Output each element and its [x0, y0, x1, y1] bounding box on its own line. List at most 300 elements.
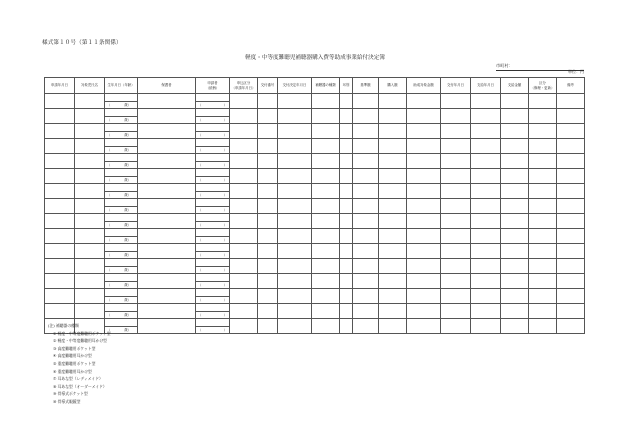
table-cell[interactable]: [353, 244, 379, 259]
table-cell[interactable]: [407, 109, 441, 124]
table-cell[interactable]: [407, 274, 441, 289]
table-cell[interactable]: [379, 304, 407, 319]
table-cell[interactable]: [312, 319, 340, 334]
table-cell[interactable]: [340, 109, 353, 124]
table-cell[interactable]: （ 歳）: [105, 109, 138, 124]
table-cell[interactable]: [45, 184, 75, 199]
table-cell[interactable]: （ ）: [196, 244, 230, 259]
table-cell[interactable]: [501, 289, 529, 304]
table-cell[interactable]: [501, 304, 529, 319]
table-cell[interactable]: （ ）: [196, 184, 230, 199]
table-cell[interactable]: （ 歳）: [105, 184, 138, 199]
table-cell[interactable]: [258, 199, 278, 214]
table-cell[interactable]: [529, 214, 557, 229]
table-cell[interactable]: [441, 199, 471, 214]
table-cell[interactable]: [45, 289, 75, 304]
table-cell[interactable]: [557, 199, 585, 214]
table-cell[interactable]: [379, 229, 407, 244]
table-cell[interactable]: [312, 229, 340, 244]
table-cell[interactable]: [258, 139, 278, 154]
table-cell[interactable]: [312, 199, 340, 214]
table-cell[interactable]: [379, 154, 407, 169]
table-cell[interactable]: [379, 109, 407, 124]
notes-heading: (注) 補聴器の種類: [48, 323, 79, 328]
table-cell[interactable]: [407, 94, 441, 109]
table-cell[interactable]: [441, 139, 471, 154]
table-cell[interactable]: [471, 94, 501, 109]
table-row: [45, 244, 585, 259]
table-cell[interactable]: [471, 109, 501, 124]
table-cell[interactable]: [340, 154, 353, 169]
table-cell[interactable]: [407, 139, 441, 154]
table-cell[interactable]: [471, 244, 501, 259]
table-cell[interactable]: （ ）: [196, 124, 230, 139]
table-cell[interactable]: [471, 154, 501, 169]
table-cell[interactable]: [340, 319, 353, 334]
table-cell[interactable]: （ 歳）: [105, 259, 138, 274]
table-cell[interactable]: （ 歳）: [105, 274, 138, 289]
table-cell[interactable]: [529, 199, 557, 214]
table-cell[interactable]: [379, 199, 407, 214]
table-cell[interactable]: [278, 124, 312, 139]
table-cell[interactable]: [278, 214, 312, 229]
table-cell[interactable]: [45, 259, 75, 274]
table-cell[interactable]: [353, 289, 379, 304]
table-cell[interactable]: （ 歳）: [105, 289, 138, 304]
table-cell[interactable]: （ 歳）: [105, 94, 138, 109]
table-cell[interactable]: [441, 109, 471, 124]
table-cell[interactable]: [230, 154, 258, 169]
column-header: 基準額: [353, 78, 379, 94]
table-cell[interactable]: [379, 259, 407, 274]
table-cell[interactable]: [557, 154, 585, 169]
table-cell[interactable]: [557, 289, 585, 304]
table-cell[interactable]: [258, 154, 278, 169]
table-cell[interactable]: [138, 319, 196, 334]
table-cell[interactable]: [312, 214, 340, 229]
table-cell[interactable]: [501, 124, 529, 139]
table-cell[interactable]: [557, 214, 585, 229]
column-header: 交付決定年月日: [278, 78, 312, 94]
table-cell[interactable]: [407, 154, 441, 169]
table-cell[interactable]: [230, 319, 258, 334]
table-cell[interactable]: [312, 139, 340, 154]
table-cell[interactable]: [529, 229, 557, 244]
table-cell[interactable]: [278, 109, 312, 124]
table-cell[interactable]: [407, 199, 441, 214]
table-cell[interactable]: [138, 94, 196, 109]
table-cell[interactable]: [557, 229, 585, 244]
table-cell[interactable]: [278, 139, 312, 154]
table-cell[interactable]: [138, 214, 196, 229]
table-cell[interactable]: [258, 124, 278, 139]
table-cell[interactable]: [379, 169, 407, 184]
table-cell[interactable]: [379, 244, 407, 259]
table-cell[interactable]: （ 歳）: [105, 124, 138, 139]
table-cell[interactable]: [353, 139, 379, 154]
table-cell[interactable]: [501, 229, 529, 244]
table-cell[interactable]: [340, 199, 353, 214]
table-cell[interactable]: [471, 199, 501, 214]
table-cell[interactable]: [138, 169, 196, 184]
table-cell[interactable]: [379, 94, 407, 109]
table-cell[interactable]: [557, 139, 585, 154]
table-cell[interactable]: [312, 304, 340, 319]
table-cell[interactable]: [353, 229, 379, 244]
table-cell[interactable]: [278, 319, 312, 334]
table-cell[interactable]: [312, 244, 340, 259]
table-cell[interactable]: [557, 244, 585, 259]
table-row: [45, 274, 585, 289]
table-cell[interactable]: （ ）: [196, 259, 230, 274]
table-cell[interactable]: [340, 139, 353, 154]
table-cell[interactable]: [138, 229, 196, 244]
table-cell[interactable]: [407, 169, 441, 184]
table-cell[interactable]: （ ）: [196, 229, 230, 244]
table-cell[interactable]: [278, 169, 312, 184]
table-cell[interactable]: [501, 319, 529, 334]
table-cell[interactable]: [278, 244, 312, 259]
table-cell[interactable]: [278, 304, 312, 319]
table-cell[interactable]: [138, 289, 196, 304]
table-cell[interactable]: [45, 109, 75, 124]
table-cell[interactable]: [75, 229, 105, 244]
table-cell[interactable]: （ ）: [196, 199, 230, 214]
table-cell[interactable]: [138, 109, 196, 124]
table-cell[interactable]: [471, 184, 501, 199]
table-cell[interactable]: （ 歳）: [105, 199, 138, 214]
table-cell[interactable]: （ 歳）: [105, 214, 138, 229]
table-cell[interactable]: [501, 259, 529, 274]
table-cell[interactable]: [230, 304, 258, 319]
table-cell[interactable]: [501, 139, 529, 154]
table-cell[interactable]: [45, 214, 75, 229]
table-cell[interactable]: [312, 289, 340, 304]
table-row: [45, 319, 585, 334]
table-cell[interactable]: [407, 184, 441, 199]
table-cell[interactable]: （ 歳）: [105, 139, 138, 154]
table-cell[interactable]: [45, 139, 75, 154]
table-cell[interactable]: [407, 244, 441, 259]
table-cell[interactable]: [529, 319, 557, 334]
table-cell[interactable]: （ 歳）: [105, 154, 138, 169]
table-cell[interactable]: [230, 199, 258, 214]
table-cell[interactable]: [557, 184, 585, 199]
table-cell[interactable]: （ ）: [196, 154, 230, 169]
table-cell[interactable]: [441, 184, 471, 199]
table-cell[interactable]: [258, 169, 278, 184]
table-cell[interactable]: [471, 274, 501, 289]
table-cell[interactable]: [45, 154, 75, 169]
table-cell[interactable]: [138, 184, 196, 199]
table-cell[interactable]: （ ）: [196, 274, 230, 289]
table-cell[interactable]: [379, 139, 407, 154]
table-cell[interactable]: [441, 154, 471, 169]
table-cell[interactable]: [278, 289, 312, 304]
table-cell[interactable]: [471, 229, 501, 244]
table-cell[interactable]: [258, 94, 278, 109]
table-cell[interactable]: [230, 94, 258, 109]
table-cell[interactable]: [557, 304, 585, 319]
table-cell[interactable]: [312, 154, 340, 169]
table-cell[interactable]: [529, 139, 557, 154]
column-header: 交付年月日: [441, 78, 471, 94]
table-cell[interactable]: [340, 169, 353, 184]
table-cell[interactable]: [353, 154, 379, 169]
table-cell[interactable]: [471, 124, 501, 139]
table-cell[interactable]: [312, 274, 340, 289]
table-cell[interactable]: [258, 214, 278, 229]
table-cell[interactable]: （ ）: [196, 214, 230, 229]
table-cell[interactable]: [75, 289, 105, 304]
table-cell[interactable]: [230, 109, 258, 124]
table-cell[interactable]: [353, 169, 379, 184]
table-cell[interactable]: [353, 109, 379, 124]
table-cell[interactable]: [441, 244, 471, 259]
table-cell[interactable]: [340, 214, 353, 229]
table-cell[interactable]: [501, 184, 529, 199]
table-cell[interactable]: [75, 109, 105, 124]
table-cell[interactable]: [230, 289, 258, 304]
table-cell[interactable]: [471, 319, 501, 334]
table-cell[interactable]: [258, 109, 278, 124]
table-cell[interactable]: [557, 169, 585, 184]
table-cell[interactable]: （ 歳）: [105, 169, 138, 184]
table-cell[interactable]: [278, 94, 312, 109]
table-cell[interactable]: [471, 289, 501, 304]
table-cell[interactable]: [501, 169, 529, 184]
table-cell[interactable]: [75, 139, 105, 154]
table-cell[interactable]: [45, 169, 75, 184]
table-cell[interactable]: [258, 304, 278, 319]
table-cell[interactable]: [441, 229, 471, 244]
table-cell[interactable]: [501, 274, 529, 289]
column-header: 購入額: [379, 78, 407, 94]
table-cell[interactable]: [230, 139, 258, 154]
table-cell[interactable]: [230, 124, 258, 139]
table-cell[interactable]: [230, 169, 258, 184]
table-cell[interactable]: [353, 124, 379, 139]
table-cell[interactable]: [75, 274, 105, 289]
table-cell[interactable]: [407, 229, 441, 244]
table-cell[interactable]: [138, 244, 196, 259]
table-cell[interactable]: [529, 184, 557, 199]
table-cell[interactable]: [340, 274, 353, 289]
table-cell[interactable]: [312, 124, 340, 139]
table-cell[interactable]: [471, 214, 501, 229]
table-cell[interactable]: [407, 124, 441, 139]
table-cell[interactable]: [75, 184, 105, 199]
table-cell[interactable]: （ ）: [196, 319, 230, 334]
table-cell[interactable]: [312, 109, 340, 124]
table-cell[interactable]: [138, 259, 196, 274]
table-cell[interactable]: [379, 214, 407, 229]
table-cell[interactable]: [258, 274, 278, 289]
table-cell[interactable]: （ ）: [196, 169, 230, 184]
table-cell[interactable]: [75, 259, 105, 274]
table-cell[interactable]: [407, 259, 441, 274]
table-cell[interactable]: [529, 169, 557, 184]
column-header: 保護者: [138, 78, 196, 94]
table-cell[interactable]: [529, 289, 557, 304]
table-cell[interactable]: [353, 319, 379, 334]
table-cell[interactable]: [258, 244, 278, 259]
table-cell[interactable]: [45, 124, 75, 139]
table-cell[interactable]: （ ）: [196, 304, 230, 319]
table-cell[interactable]: （ ）: [196, 289, 230, 304]
table-cell[interactable]: [557, 109, 585, 124]
table-cell[interactable]: [75, 124, 105, 139]
table-cell[interactable]: [45, 274, 75, 289]
table-cell[interactable]: [230, 184, 258, 199]
table-cell[interactable]: [312, 184, 340, 199]
table-cell[interactable]: （ 歳）: [105, 229, 138, 244]
table-cell[interactable]: [529, 259, 557, 274]
table-cell[interactable]: [258, 184, 278, 199]
table-cell[interactable]: [441, 169, 471, 184]
table-cell[interactable]: [557, 124, 585, 139]
table-cell[interactable]: [138, 274, 196, 289]
table-cell[interactable]: [75, 214, 105, 229]
table-cell[interactable]: [379, 319, 407, 334]
table-cell[interactable]: [379, 289, 407, 304]
table-cell[interactable]: [75, 154, 105, 169]
table-cell[interactable]: [529, 109, 557, 124]
table-cell[interactable]: [501, 94, 529, 109]
table-cell[interactable]: （ ）: [196, 94, 230, 109]
table-cell[interactable]: [353, 94, 379, 109]
table-cell[interactable]: [138, 304, 196, 319]
table-cell[interactable]: [312, 259, 340, 274]
table-cell[interactable]: [353, 184, 379, 199]
table-cell[interactable]: [557, 319, 585, 334]
table-cell[interactable]: [471, 169, 501, 184]
table-cell[interactable]: [441, 259, 471, 274]
table-cell[interactable]: [278, 259, 312, 274]
table-cell[interactable]: [407, 304, 441, 319]
table-cell[interactable]: [471, 304, 501, 319]
table-cell[interactable]: [340, 229, 353, 244]
table-cell[interactable]: [138, 124, 196, 139]
table-cell[interactable]: [340, 94, 353, 109]
table-cell[interactable]: [353, 304, 379, 319]
table-cell[interactable]: [557, 274, 585, 289]
table-cell[interactable]: [529, 304, 557, 319]
table-cell[interactable]: [230, 229, 258, 244]
table-cell[interactable]: [379, 274, 407, 289]
city-field[interactable]: 市町村：: [496, 63, 584, 71]
table-cell[interactable]: [45, 304, 75, 319]
table-cell[interactable]: （ 歳）: [105, 304, 138, 319]
table-cell[interactable]: （ ）: [196, 139, 230, 154]
table-cell[interactable]: [45, 229, 75, 244]
table-cell[interactable]: [258, 289, 278, 304]
table-cell[interactable]: [340, 244, 353, 259]
table-cell[interactable]: [407, 214, 441, 229]
table-cell[interactable]: [278, 184, 312, 199]
table-cell[interactable]: [441, 94, 471, 109]
table-cell[interactable]: [278, 154, 312, 169]
table-cell[interactable]: [529, 244, 557, 259]
table-cell[interactable]: [529, 154, 557, 169]
table-cell[interactable]: [501, 154, 529, 169]
table-cell[interactable]: [353, 259, 379, 274]
table-cell[interactable]: [230, 214, 258, 229]
table-cell[interactable]: [340, 124, 353, 139]
table-cell[interactable]: [340, 289, 353, 304]
table-cell[interactable]: [45, 199, 75, 214]
table-cell[interactable]: [312, 169, 340, 184]
column-header: 申請者 （続柄）: [196, 78, 230, 94]
table-cell[interactable]: [407, 319, 441, 334]
table-cell[interactable]: [138, 199, 196, 214]
table-cell[interactable]: [75, 169, 105, 184]
table-cell[interactable]: [258, 319, 278, 334]
table-cell[interactable]: [353, 274, 379, 289]
table-cell[interactable]: [441, 214, 471, 229]
table-cell[interactable]: [45, 244, 75, 259]
table-cell[interactable]: （ 歳）: [105, 244, 138, 259]
table-cell[interactable]: [278, 199, 312, 214]
table-cell[interactable]: [278, 229, 312, 244]
table-cell[interactable]: [45, 94, 75, 109]
table-cell[interactable]: [501, 199, 529, 214]
note-item: ③ 高度難聴用ポケット型: [53, 345, 96, 351]
table-cell[interactable]: [75, 199, 105, 214]
table-cell[interactable]: [230, 244, 258, 259]
table-cell[interactable]: [501, 214, 529, 229]
table-cell[interactable]: [471, 139, 501, 154]
table-cell[interactable]: [471, 259, 501, 274]
table-cell[interactable]: [557, 94, 585, 109]
table-cell[interactable]: [529, 274, 557, 289]
table-cell[interactable]: [501, 244, 529, 259]
table-row: [45, 154, 585, 169]
table-cell[interactable]: [278, 274, 312, 289]
table-cell[interactable]: [340, 259, 353, 274]
table-cell[interactable]: [379, 124, 407, 139]
table-cell[interactable]: [340, 304, 353, 319]
table-cell[interactable]: [75, 244, 105, 259]
table-cell[interactable]: [75, 94, 105, 109]
table-cell[interactable]: [441, 304, 471, 319]
table-cell[interactable]: （ ）: [196, 109, 230, 124]
table-cell[interactable]: [529, 94, 557, 109]
table-cell[interactable]: [353, 214, 379, 229]
table-cell[interactable]: [340, 184, 353, 199]
table-cell[interactable]: [557, 259, 585, 274]
table-cell[interactable]: [258, 229, 278, 244]
table-cell[interactable]: [75, 304, 105, 319]
table-cell[interactable]: [230, 259, 258, 274]
table-cell[interactable]: [138, 139, 196, 154]
table-cell[interactable]: [529, 124, 557, 139]
table-cell[interactable]: [441, 289, 471, 304]
table-cell[interactable]: [312, 94, 340, 109]
table-cell[interactable]: [441, 124, 471, 139]
table-cell[interactable]: （ 歳）: [105, 319, 138, 334]
table-cell[interactable]: [230, 274, 258, 289]
table-cell[interactable]: [441, 274, 471, 289]
table-cell[interactable]: [379, 184, 407, 199]
unit-label: 単位：円: [568, 69, 584, 74]
table-cell[interactable]: [353, 199, 379, 214]
table-cell[interactable]: [501, 109, 529, 124]
table-cell[interactable]: [138, 154, 196, 169]
table-cell[interactable]: [441, 319, 471, 334]
table-cell[interactable]: [407, 289, 441, 304]
table-cell[interactable]: [258, 259, 278, 274]
